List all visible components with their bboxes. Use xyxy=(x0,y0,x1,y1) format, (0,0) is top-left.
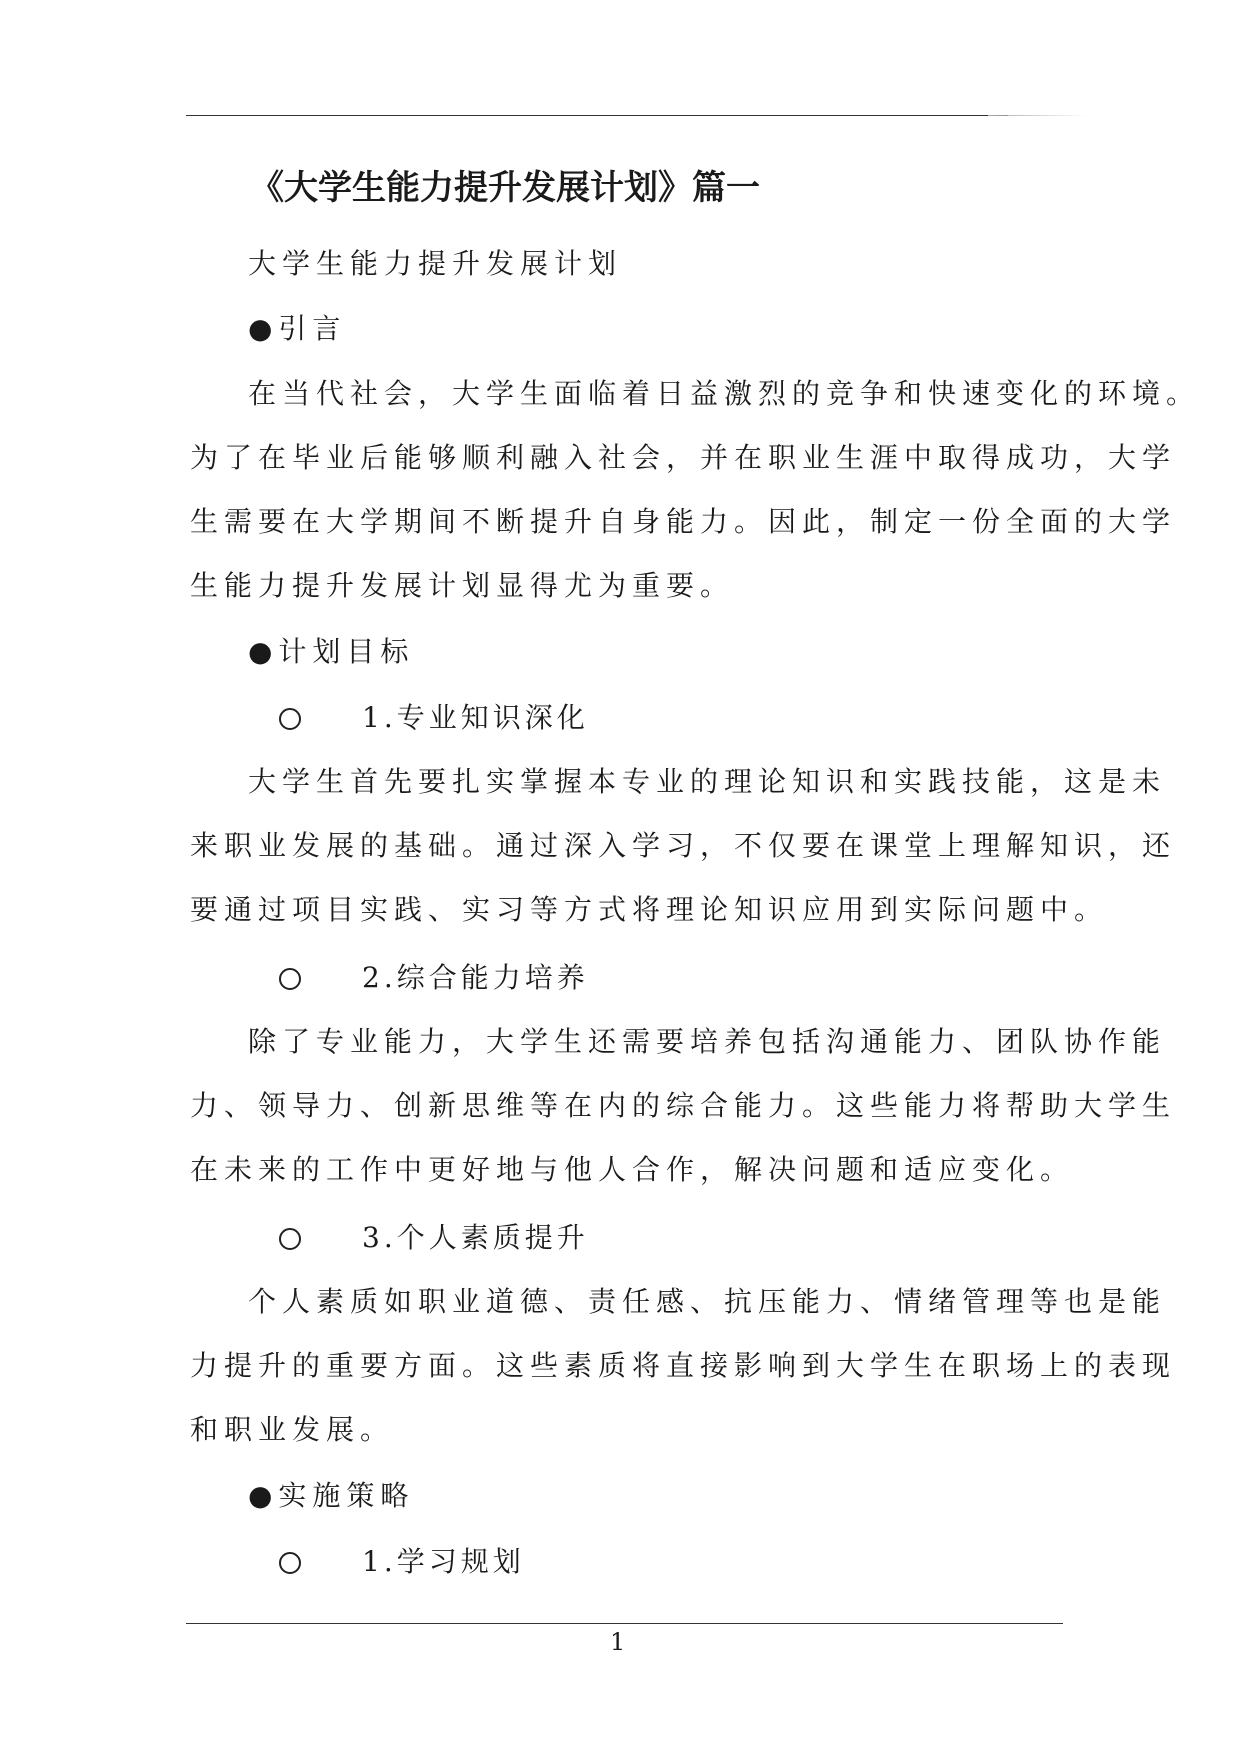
goal1-line-2: 来职业发展的基础。通过深入学习，不仅要在课堂上理解知识，还 xyxy=(190,829,1177,862)
circle-bullet-icon xyxy=(279,708,301,730)
document-subtitle: 大学生能力提升发展计划 xyxy=(248,247,623,280)
footer-rule xyxy=(186,1623,1063,1624)
goals-heading: ●计划目标 xyxy=(248,635,415,668)
goal2-line-1: 除了专业能力，大学生还需要培养包括沟通能力、团队协作能 xyxy=(248,1025,1167,1058)
header-rule xyxy=(186,115,1008,116)
goal3-line-3: 和职业发展。 xyxy=(190,1413,395,1446)
circle-bullet-icon xyxy=(279,1552,301,1574)
goal1-line-1: 大学生首先要扎实掌握本专业的理论知识和实践技能，这是未 xyxy=(248,765,1167,798)
page-title: 《大学生能力提升发展计划》篇一 xyxy=(250,168,760,208)
goal1-line-3: 要通过项目实践、实习等方式将理论知识应用到实际问题中。 xyxy=(190,893,1109,926)
goal2-line-3: 在未来的工作中更好地与他人合作，解决问题和适应变化。 xyxy=(190,1153,1075,1186)
intro-line-2: 为了在毕业后能够顺利融入社会，并在职业生涯中取得成功，大学 xyxy=(190,441,1177,474)
intro-heading: ●引言 xyxy=(248,312,347,345)
circle-bullet-icon xyxy=(279,1228,301,1250)
intro-line-1: 在当代社会，大学生面临着日益激烈的竞争和快速变化的环境。 xyxy=(248,377,1201,410)
goal3-label: 3.个人素质提升 xyxy=(362,1221,589,1254)
goal2-label: 2.综合能力培养 xyxy=(362,961,589,994)
circle-bullet-icon xyxy=(279,968,301,990)
intro-line-3: 生需要在大学期间不断提升自身能力。因此，制定一份全面的大学 xyxy=(190,505,1177,538)
strategy1-label: 1.学习规划 xyxy=(362,1545,525,1578)
goal1-label: 1.专业知识深化 xyxy=(362,701,589,734)
goal3-line-2: 力提升的重要方面。这些素质将直接影响到大学生在职场上的表现 xyxy=(190,1349,1177,1382)
strategy-heading: ●实施策略 xyxy=(248,1479,415,1512)
page-number: 1 xyxy=(610,1628,626,1656)
intro-line-4: 生能力提升发展计划显得尤为重要。 xyxy=(190,569,735,602)
goal3-line-1: 个人素质如职业道德、责任感、抗压能力、情绪管理等也是能 xyxy=(248,1285,1167,1318)
goal2-line-2: 力、领导力、创新思维等在内的综合能力。这些能力将帮助大学生 xyxy=(190,1089,1177,1122)
